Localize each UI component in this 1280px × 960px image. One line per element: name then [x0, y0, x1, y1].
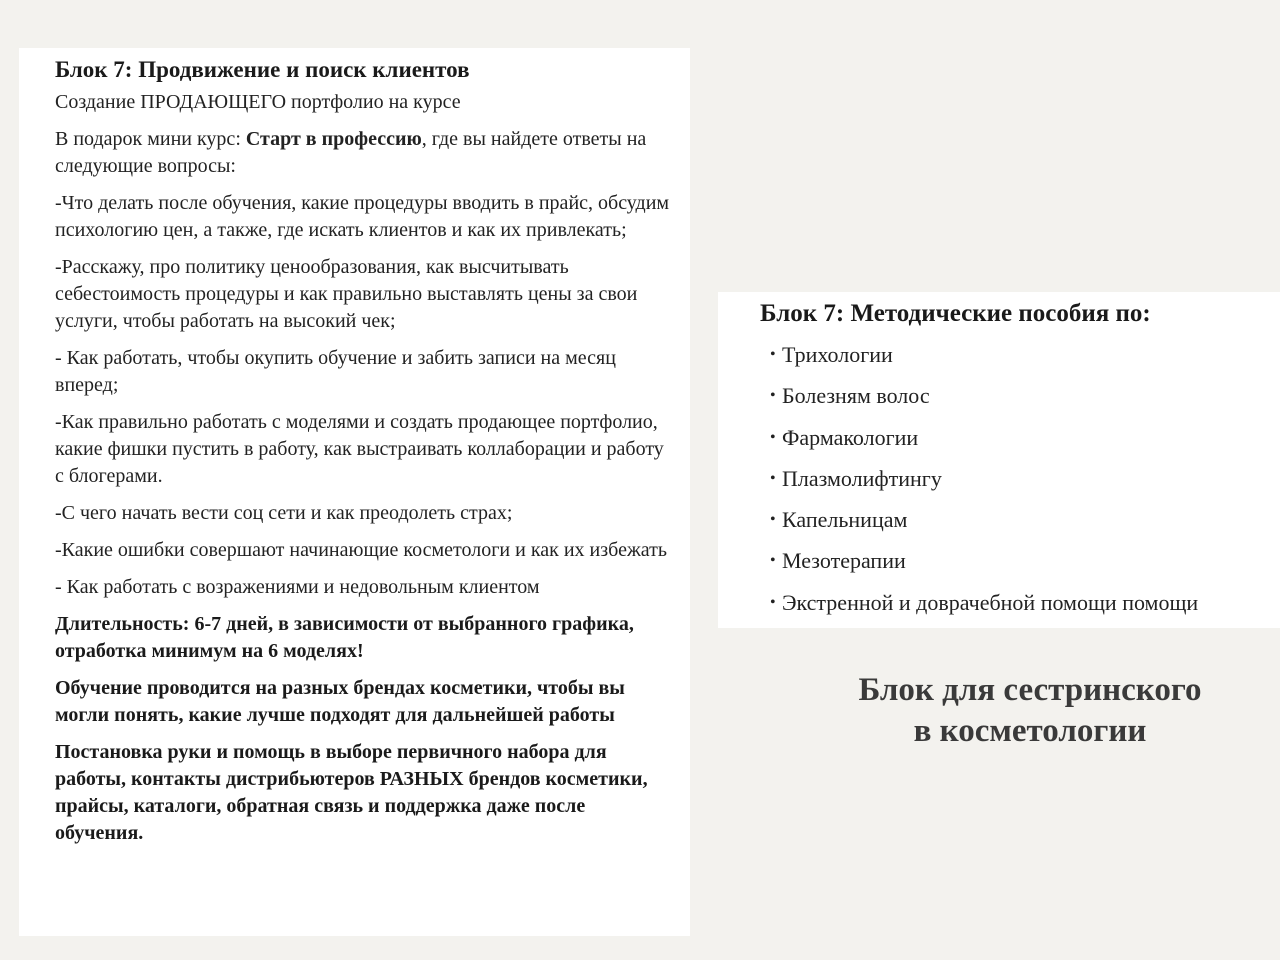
caption-line: Блок для сестринского	[858, 672, 1202, 708]
list-item-label: Экстренной и доврачебной помощи помощи	[782, 589, 1199, 615]
gift-course-paragraph	[55, 126, 670, 180]
left-card-title: Блок 7: Продвижение и поиск клиентов	[55, 57, 470, 82]
question-item: -С чего начать вести соц сети и как преодолеть страх;	[55, 502, 513, 524]
list-item	[770, 382, 1280, 409]
left-document-card	[19, 48, 690, 936]
bullet-icon: •	[770, 511, 776, 529]
list-item	[770, 506, 1280, 533]
question-item: -Какие ошибки совершают начинающие косметологи и как их избежать	[55, 539, 667, 561]
support-paragraph: Постановка руки и помощь в выборе первичного набора для работы, контакты дистрибьютеров РАЗНЫХ брендов косметики, прайсы, каталоги, обратная связь и поддержка даже после обучения.	[55, 741, 648, 844]
list-item-label: Капельницам	[782, 507, 908, 533]
brands-paragraph: Обучение проводится на разных брендах косметики, чтобы вы могли понять, какие лучше подходят для дальнейшей работы	[55, 677, 625, 726]
question-item: - Как работать, чтобы окупить обучение и забить записи на месяц вперед;	[55, 347, 616, 396]
list-item-label: Болезням волос	[782, 383, 930, 409]
gift-course-name: Старт в профессию	[245, 128, 422, 150]
duration-paragraph: Длительность: 6-7 дней, в зависимости от выбранного графика, отработка минимум на 6 моделях!	[55, 613, 634, 662]
list-item	[770, 465, 1280, 492]
block-caption	[780, 670, 1280, 752]
bullet-icon: •	[770, 428, 776, 446]
list-item	[770, 547, 1280, 574]
list-item-label: Плазмолифтингу	[782, 465, 942, 491]
list-item-label: Фармакологии	[782, 424, 919, 450]
portfolio-paragraph: Создание ПРОДАЮЩЕГО портфолио на курсе	[55, 91, 461, 113]
question-item: - Как работать с возражениями и недовольным клиентом	[55, 576, 540, 598]
question-item: -Как правильно работать с моделями и создать продающее портфолио, какие фишки пустить в работу, как выстраивать коллаборации и работу с блогерами.	[55, 411, 664, 487]
list-item	[770, 589, 1280, 616]
question-item: -Расскажу, про политику ценообразования, как высчитывать себестоимость процедуры и как правильно выставлять цены за свои услуги, чтобы работать на высокий чек;	[55, 256, 638, 332]
right-card-title: Блок 7: Методические пособия по:	[760, 300, 1151, 327]
list-item-label: Мезотерапии	[782, 548, 906, 574]
list-item-label: Трихологии	[782, 342, 893, 367]
right-document-card	[718, 292, 1280, 628]
bullet-icon: •	[770, 346, 776, 363]
list-item	[770, 424, 1280, 451]
manuals-list	[760, 341, 1280, 616]
question-item: -Что делать после обучения, какие процедуры вводить в прайс, обсудим психологию цен, а также, где искать клиентов и как их привлекать;	[55, 192, 670, 241]
bullet-icon: •	[770, 387, 776, 405]
bullet-icon: •	[770, 469, 776, 487]
bullet-icon: •	[770, 552, 776, 570]
gift-course-suffix: , где вы найдете ответы на следующие вопросы:	[55, 128, 647, 177]
bullet-icon: •	[770, 593, 776, 611]
list-item	[770, 341, 1280, 368]
caption-line: в косметологии	[913, 713, 1147, 749]
gift-course-prefix: В подарок мини курс:	[55, 128, 246, 150]
